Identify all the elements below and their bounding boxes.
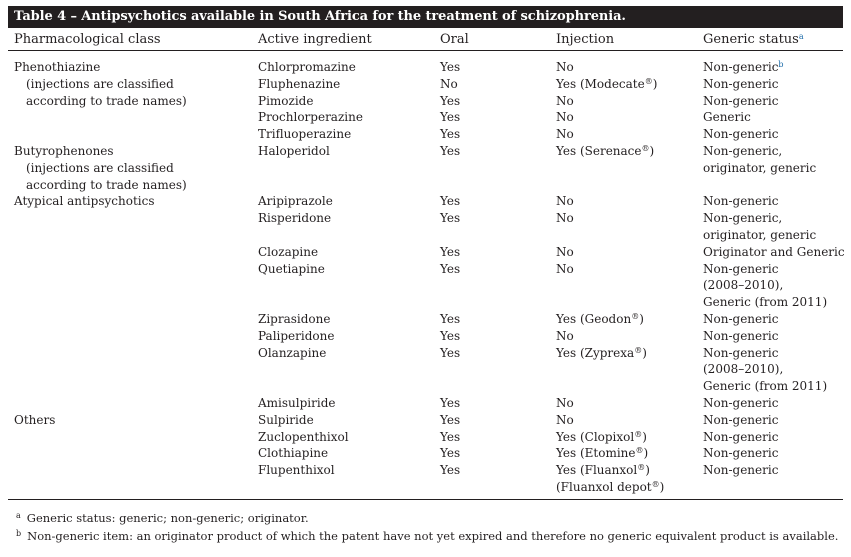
generic-line (703, 59, 843, 76)
footnote-mark: b (16, 528, 22, 538)
cell-class (8, 261, 252, 311)
injection-text: Yes (Fluanxol (556, 463, 638, 478)
cell-class (8, 445, 252, 462)
table-row (8, 311, 843, 328)
footnote-mark: a (16, 510, 21, 520)
generic-text: Non-generic (703, 412, 779, 427)
cell-ingredient: Haloperidol (258, 143, 330, 158)
cell-injection (512, 143, 681, 193)
class-label: Phenothiazine (14, 60, 101, 74)
generic-text: Non-generic (703, 345, 779, 360)
generic-line (703, 412, 843, 429)
generic-line: (2008–2010), (703, 362, 784, 377)
injection-text: No (556, 110, 574, 125)
table-figure (8, 6, 843, 545)
cell-ingredient: Olanzapine (258, 345, 327, 360)
cell-class (8, 462, 252, 499)
injection-line (556, 210, 681, 227)
injection-line (556, 429, 681, 446)
cell-class (8, 76, 252, 93)
injection-text: No (556, 261, 574, 276)
cell-ingredient: Flupenthixol (258, 463, 335, 478)
injection-line (556, 244, 681, 261)
cell-oral: Yes (440, 127, 461, 142)
generic-line (703, 462, 843, 479)
cell-injection (512, 109, 681, 126)
generic-text: Non-generic (703, 463, 779, 478)
generic-text: Non-generic, (703, 143, 783, 158)
table-row (8, 261, 843, 311)
generic-text: Originator and Generic (703, 244, 845, 259)
footnote-b (16, 527, 843, 545)
cell-oral: Yes (440, 345, 461, 360)
injection-text: No (556, 127, 574, 142)
cell-injection (512, 412, 681, 429)
footnote-ref-b[interactable]: b (778, 60, 784, 69)
cell-generic-status (681, 51, 843, 76)
injection-text: Yes (Clopixol (556, 429, 635, 444)
cell-generic-status (681, 244, 843, 261)
cell-injection (512, 210, 681, 244)
injection-text: No (556, 211, 574, 226)
cell-injection (512, 311, 681, 328)
cell-oral: Yes (440, 93, 461, 108)
cell-oral: Yes (440, 412, 461, 427)
cell-class (8, 93, 252, 110)
generic-line (703, 126, 843, 143)
cell-oral: Yes (440, 143, 461, 158)
cell-generic-status (681, 345, 843, 395)
injection-text: Yes (Etomine (556, 446, 636, 461)
cell-generic-status (681, 210, 843, 244)
cell-class (8, 429, 252, 446)
registered-mark: ® (631, 311, 640, 321)
injection-line (556, 395, 681, 412)
cell-generic-status (681, 311, 843, 328)
injection-line (556, 479, 681, 496)
generic-text: Non-generic (703, 395, 779, 410)
registered-mark: ® (641, 143, 650, 153)
injection-line (556, 59, 681, 76)
cell-class (8, 328, 252, 345)
injection-text: Yes (Modecate (556, 76, 645, 91)
cell-ingredient: Fluphenazine (258, 76, 341, 91)
cell-oral: Yes (440, 395, 461, 410)
generic-line (703, 328, 843, 345)
generic-text: Non-generic (703, 76, 779, 91)
footnote-ref-a[interactable]: a (798, 31, 804, 41)
cell-oral: Yes (440, 261, 461, 276)
cell-class (8, 311, 252, 328)
header-class: Pharmacological class (8, 28, 252, 51)
injection-line (556, 445, 681, 462)
cell-ingredient: Clothiapine (258, 446, 329, 461)
injection-line (556, 193, 681, 210)
class-label: Others (14, 412, 56, 427)
injection-line (556, 76, 681, 93)
cell-generic-status (681, 93, 843, 110)
injection-line (556, 109, 681, 126)
cell-generic-status (681, 462, 843, 499)
injection-close: ) (659, 479, 665, 494)
cell-injection (512, 51, 681, 76)
injection-text: No (556, 328, 574, 343)
class-note: according to trade names) (26, 177, 187, 192)
cell-ingredient: Amisulpiride (258, 395, 336, 410)
cell-injection (512, 193, 681, 210)
cell-injection (512, 395, 681, 412)
header-row (8, 28, 843, 51)
antipsychotics-table (8, 28, 843, 500)
cell-oral: Yes (440, 110, 461, 125)
cell-generic-status (681, 261, 843, 311)
cell-class (8, 109, 252, 126)
table-row (8, 395, 843, 412)
footnote-text: Non-generic item: an originator product of which the patent have not yet expired and therefore no generic equivalent product is available. (27, 528, 839, 543)
injection-text: No (556, 244, 574, 259)
injection-close: ) (652, 76, 658, 91)
generic-text: Non-generic (703, 127, 779, 142)
cell-class (8, 412, 252, 429)
registered-mark: ® (634, 429, 643, 439)
cell-injection (512, 126, 681, 143)
injection-line (556, 93, 681, 110)
table-row (8, 210, 843, 244)
footnotes (8, 509, 843, 545)
injection-text: No (556, 93, 574, 108)
table-row (8, 462, 843, 499)
cell-ingredient: Quetiapine (258, 261, 325, 276)
cell-oral: Yes (440, 60, 461, 74)
generic-line (703, 143, 843, 160)
cell-oral: Yes (440, 463, 461, 478)
cell-injection (512, 93, 681, 110)
cell-injection (512, 345, 681, 395)
injection-text: No (556, 194, 574, 209)
cell-class (8, 210, 252, 244)
generic-line (703, 261, 843, 278)
cell-generic-status (681, 109, 843, 126)
injection-text: Yes (Zyprexa (556, 345, 635, 360)
injection-close: ) (642, 429, 647, 444)
generic-line: Generic (from 2011) (703, 295, 828, 310)
class-label: (injections are classified (26, 76, 174, 91)
generic-text: Generic (703, 110, 751, 125)
class-label: according to trade names) (26, 93, 187, 108)
cell-injection (512, 429, 681, 446)
cell-ingredient: Pimozide (258, 93, 314, 108)
injection-line (556, 311, 681, 328)
generic-text: Non-generic, (703, 211, 783, 226)
cell-oral: Yes (440, 446, 461, 461)
generic-line: Generic (from 2011) (703, 379, 828, 394)
header-generic-label: Generic status (703, 31, 799, 47)
cell-generic-status (681, 395, 843, 412)
cell-generic-status (681, 143, 843, 193)
injection-text: No (556, 412, 574, 427)
generic-line (703, 445, 843, 462)
cell-ingredient: Prochlorperazine (258, 110, 363, 125)
cell-generic-status (681, 193, 843, 210)
table-row (8, 93, 843, 110)
cell-oral: No (440, 76, 458, 91)
injection-text: Yes (Serenace (556, 143, 642, 158)
cell-ingredient: Trifluoperazine (258, 127, 352, 142)
header-ingredient: Active ingredient (252, 28, 418, 51)
injection-close: ) (639, 311, 644, 326)
registered-mark: ® (644, 76, 653, 86)
table-row (8, 193, 843, 210)
table-row (8, 445, 843, 462)
generic-line (703, 210, 843, 227)
cell-class (8, 51, 252, 76)
generic-line (703, 395, 843, 412)
registered-mark: ® (634, 345, 643, 355)
table-row (8, 328, 843, 345)
cell-injection (512, 445, 681, 462)
generic-text: Non-generic (703, 60, 779, 74)
cell-class (8, 395, 252, 412)
table-row (8, 143, 843, 193)
cell-class (8, 193, 252, 210)
injection-close: ) (642, 345, 647, 360)
cell-oral: Yes (440, 311, 461, 326)
cell-class (8, 345, 252, 395)
cell-oral: Yes (440, 211, 461, 226)
table-row (8, 429, 843, 446)
cell-oral: Yes (440, 328, 461, 343)
cell-ingredient: Sulpiride (258, 412, 314, 427)
generic-text: Non-generic (703, 261, 779, 276)
generic-line (703, 429, 843, 446)
generic-line: originator, generic (703, 160, 817, 175)
cell-generic-status (681, 76, 843, 93)
injection-line (556, 143, 681, 160)
generic-text: Non-generic (703, 93, 779, 108)
table-row (8, 51, 843, 76)
cell-ingredient: Paliperidone (258, 328, 335, 343)
injection-line (556, 412, 681, 429)
generic-line: (2008–2010), (703, 278, 784, 293)
cell-ingredient: Risperidone (258, 211, 332, 226)
registered-mark: ® (635, 446, 644, 456)
cell-injection (512, 462, 681, 499)
injection-line (556, 126, 681, 143)
cell-ingredient: Clozapine (258, 244, 319, 259)
footnote-a (16, 509, 843, 527)
cell-generic-status (681, 328, 843, 345)
cell-oral: Yes (440, 194, 461, 209)
cell-generic-status (681, 412, 843, 429)
generic-line (703, 76, 843, 93)
header-generic-status (681, 28, 843, 51)
registered-mark: ® (651, 479, 660, 489)
generic-text: Non-generic (703, 311, 779, 326)
cell-injection (512, 261, 681, 311)
table-row (8, 126, 843, 143)
cell-generic-status (681, 126, 843, 143)
table-row (8, 412, 843, 429)
cell-oral: Yes (440, 244, 461, 259)
cell-injection (512, 76, 681, 93)
cell-class (8, 244, 252, 261)
cell-oral: Yes (440, 429, 461, 444)
injection-line (556, 261, 681, 278)
injection-close: ) (649, 143, 655, 158)
injection-text: Yes (Geodon (556, 311, 632, 326)
injection-text: No (556, 395, 574, 410)
table-row (8, 76, 843, 93)
injection-close: ) (643, 446, 649, 461)
cell-injection (512, 328, 681, 345)
injection-line (556, 328, 681, 345)
cell-class (8, 126, 252, 143)
footnote-text: Generic status: generic; non-generic; originator. (26, 510, 309, 525)
cell-generic-status (681, 429, 843, 446)
class-label: Butyrophenones (14, 143, 114, 158)
injection-text: (Fluanxol depot (556, 479, 652, 494)
generic-line (703, 193, 843, 210)
registered-mark: ® (637, 463, 646, 473)
table-row (8, 345, 843, 395)
generic-line (703, 311, 843, 328)
cell-class (8, 143, 252, 193)
generic-line (703, 109, 843, 126)
injection-line (556, 345, 681, 362)
table-row (8, 244, 843, 261)
cell-ingredient: Aripiprazole (258, 194, 333, 209)
injection-line (556, 462, 681, 479)
generic-text: Non-generic (703, 328, 779, 343)
header-oral: Oral (418, 28, 512, 51)
table-caption: Table 4 – Antipsychotics available in South Africa for the treatment of schizophrenia. (8, 6, 843, 28)
cell-injection (512, 244, 681, 261)
generic-line (703, 345, 843, 362)
table-row (8, 109, 843, 126)
generic-line (703, 93, 843, 110)
class-label: Atypical antipsychotics (14, 194, 155, 209)
header-injection: Injection (512, 28, 681, 51)
generic-text: Non-generic (703, 194, 779, 209)
injection-text: No (556, 60, 574, 74)
cell-ingredient: Chlorpromazine (258, 60, 356, 74)
generic-line: originator, generic (703, 227, 817, 242)
generic-text: Non-generic (703, 429, 779, 444)
cell-ingredient: Ziprasidone (258, 311, 331, 326)
generic-text: Non-generic (703, 446, 779, 461)
generic-line (703, 244, 843, 261)
injection-close: ) (645, 463, 650, 478)
cell-generic-status (681, 445, 843, 462)
cell-ingredient: Zuclopenthixol (258, 429, 349, 444)
class-note: (injections are classified (26, 160, 174, 175)
